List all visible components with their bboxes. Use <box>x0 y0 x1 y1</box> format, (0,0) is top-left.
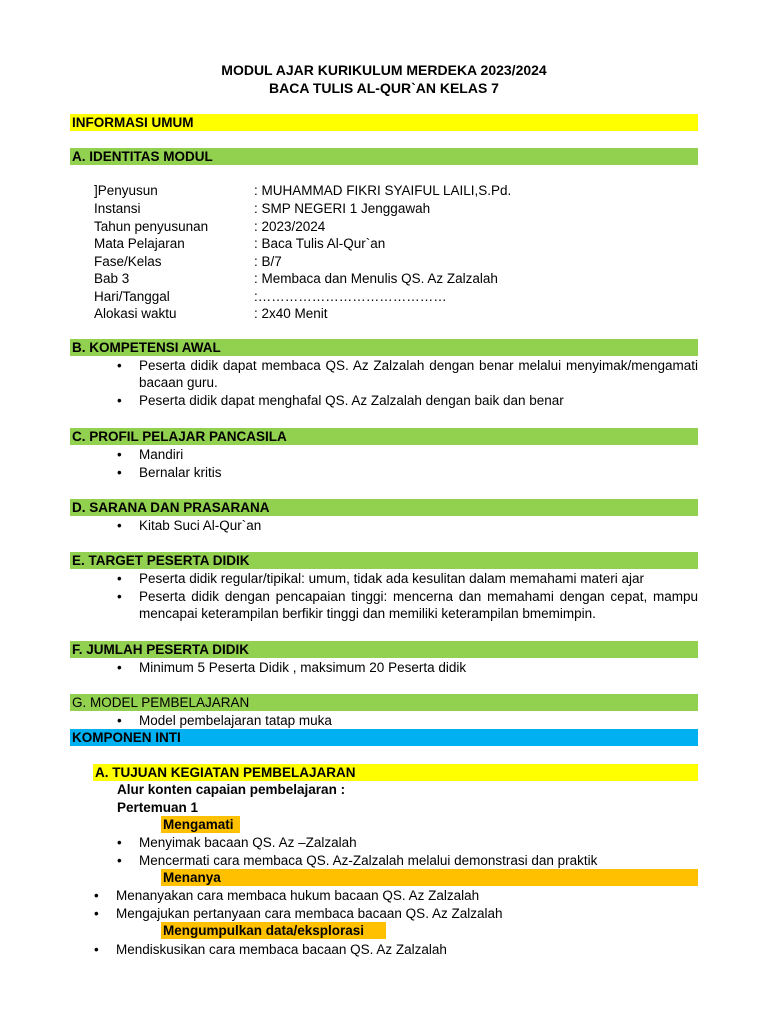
bullet-icon: • <box>117 589 122 604</box>
list-item-text: Bernalar kritis <box>139 465 222 480</box>
identitas-label: Bab 3 <box>94 271 130 286</box>
list-item <box>94 941 698 958</box>
list-item <box>117 357 698 391</box>
identitas-value: : B/7 <box>254 254 282 269</box>
list-item-text: Minimum 5 Peserta Didik , maksimum 20 Peserta didik <box>139 660 467 675</box>
identitas-label: Instansi <box>94 201 141 216</box>
tujuan-kegiatan-heading: A. TUJUAN KEGIATAN PEMBELAJARAN <box>93 764 698 781</box>
identitas-value: :…………………………………… <box>254 289 447 304</box>
alur-konten-label: Alur konten capaian pembelajaran : <box>117 782 346 797</box>
bullet-icon: • <box>117 713 122 728</box>
list-item-text: Mengajukan pertanyaan cara membaca bacaan QS. Az Zalzalah <box>116 906 503 921</box>
list-item-text: Peserta didik dengan pencapaian tinggi: mencerna dan memahami dengan cepat, mampu mencapai keterampilan berfikir tinggi dan memiliki keterampilan bmemimpin. <box>139 589 698 621</box>
list-item <box>117 852 698 869</box>
komponen-inti-heading: KOMPONEN INTI <box>70 729 698 746</box>
bullet-icon: • <box>117 571 122 586</box>
list-item-text: Mendiskusikan cara membaca bacaan QS. Az Zalzalah <box>116 942 447 957</box>
target-peserta-heading: E. TARGET PESERTA DIDIK <box>70 552 698 569</box>
list-item <box>94 905 698 922</box>
list-item <box>117 712 517 729</box>
identitas-label: Mata Pelajaran <box>94 236 185 251</box>
bullet-icon: • <box>117 465 122 480</box>
kompetensi-awal-heading: B. KOMPETENSI AWAL <box>70 339 698 356</box>
identitas-value: : Membaca dan Menulis QS. Az Zalzalah <box>254 271 498 286</box>
identitas-value: : 2x40 Menit <box>254 306 328 321</box>
list-item-text: Mandiri <box>139 447 184 462</box>
jumlah-peserta-heading: F. JUMLAH PESERTA DIDIK <box>70 641 698 658</box>
identitas-label: Fase/Kelas <box>94 254 162 269</box>
list-item-text: Kitab Suci Al-Qur`an <box>139 518 262 533</box>
list-item-text: Peserta didik regular/tipikal: umum, tidak ada kesulitan dalam memahami materi ajar <box>139 571 644 586</box>
identitas-label: Hari/Tanggal <box>94 289 170 304</box>
list-item <box>117 446 517 463</box>
identitas-value: : SMP NEGERI 1 Jenggawah <box>254 201 431 216</box>
bullet-icon: • <box>117 853 122 868</box>
identitas-value: : Baca Tulis Al-Qur`an <box>254 236 386 251</box>
list-item <box>94 887 698 904</box>
list-item-text: Menanyakan cara membaca hukum bacaan QS. Az Zalzalah <box>116 888 480 903</box>
title-line-2: BACA TULIS AL-QUR`AN KELAS 7 <box>269 80 499 96</box>
list-item-text: Peserta didik dapat menghafal QS. Az Zalzalah dengan baik dan benar <box>139 393 564 408</box>
bullet-icon: • <box>117 835 122 850</box>
informasi-umum-heading: INFORMASI UMUM <box>70 114 698 131</box>
model-pembelajaran-heading: G. MODEL PEMBELAJARAN <box>70 694 698 711</box>
bullet-icon: • <box>117 518 122 533</box>
profil-pelajar-heading: C. PROFIL PELAJAR PANCASILA <box>70 428 698 445</box>
list-item <box>117 517 517 534</box>
pertemuan-label: Pertemuan 1 <box>117 800 199 815</box>
identitas-label: ]Penyusun <box>94 183 158 198</box>
list-item-text: Mencermati cara membaca QS. Az-Zalzalah melalui demonstrasi dan praktik <box>139 853 598 868</box>
list-item <box>117 588 698 622</box>
mengamati-heading: Mengamati <box>161 816 240 833</box>
identitas-value: : 2023/2024 <box>254 219 326 234</box>
list-item <box>117 392 698 409</box>
list-item-text: Menyimak bacaan QS. Az –Zalzalah <box>139 835 357 850</box>
identitas-label: Alokasi waktu <box>94 306 177 321</box>
list-item-text: Model pembelajaran tatap muka <box>139 713 332 728</box>
bullet-icon: • <box>117 358 122 373</box>
sarana-prasarana-heading: D. SARANA DAN PRASARANA <box>70 499 698 516</box>
list-item <box>117 659 698 676</box>
list-item <box>117 834 698 851</box>
identitas-modul-heading: A. IDENTITAS MODUL <box>70 148 698 165</box>
bullet-icon: • <box>117 447 122 462</box>
bullet-icon: • <box>94 906 99 921</box>
menanya-heading: Menanya <box>161 869 698 886</box>
bullet-icon: • <box>117 393 122 408</box>
eksplorasi-heading: Mengumpulkan data/eksplorasi <box>161 922 386 939</box>
list-item <box>117 464 517 481</box>
identitas-label: Tahun penyusunan <box>94 219 209 234</box>
bullet-icon: • <box>94 942 99 957</box>
title-line-1: MODUL AJAR KURIKULUM MERDEKA 2023/2024 <box>221 62 547 78</box>
identitas-value: : MUHAMMAD FIKRI SYAIFUL LAILI,S.Pd. <box>254 183 512 198</box>
bullet-icon: • <box>94 888 99 903</box>
list-item <box>117 570 698 587</box>
list-item-text: Peserta didik dapat membaca QS. Az Zalzalah dengan benar melalui menyimak/mengamati bacaan guru. <box>139 358 698 390</box>
bullet-icon: • <box>117 660 122 675</box>
